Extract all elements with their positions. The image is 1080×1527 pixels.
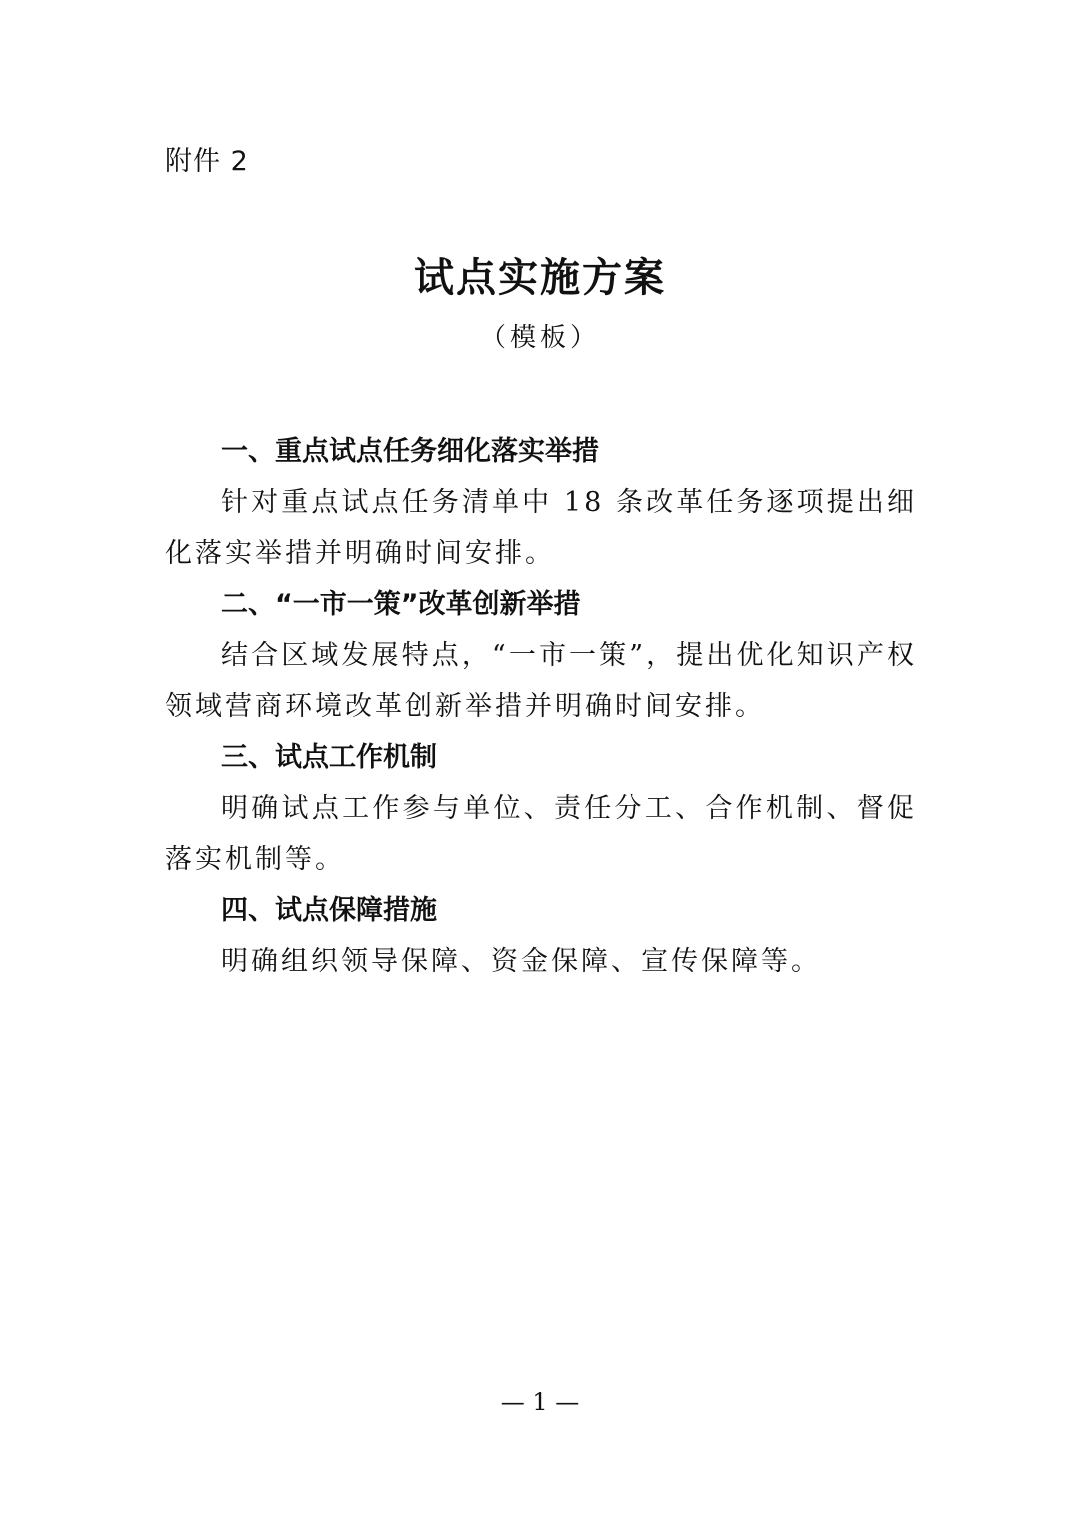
document-body bbox=[165, 426, 917, 987]
document-title: 试点实施方案 bbox=[414, 254, 666, 301]
section-body-2: 结合区域发展特点，“一市一策”，提出优化知识产权领域营商环境改革创新举措并明确时间安排。 bbox=[165, 640, 917, 722]
section-heading-4: 四、试点保障措施 bbox=[221, 895, 437, 926]
section-heading-2: 二、“一市一策”改革创新举措 bbox=[221, 589, 581, 620]
page-number: — 1 — bbox=[500, 1388, 580, 1416]
attachment-label: 附件 2 bbox=[165, 146, 249, 177]
section-heading-1: 一、重点试点任务细化落实举措 bbox=[221, 436, 599, 467]
section-heading-3: 三、试点工作机制 bbox=[221, 742, 437, 773]
section-body-1: 针对重点试点任务清单中 18 条改革任务逐项提出细化落实举措并明确时间安排。 bbox=[165, 487, 917, 569]
section-body-3: 明确试点工作参与单位、责任分工、合作机制、督促落实机制等。 bbox=[165, 793, 917, 875]
section-body-4: 明确组织领导保障、资金保障、宣传保障等。 bbox=[221, 946, 821, 977]
document-subtitle: （模板） bbox=[479, 323, 600, 353]
